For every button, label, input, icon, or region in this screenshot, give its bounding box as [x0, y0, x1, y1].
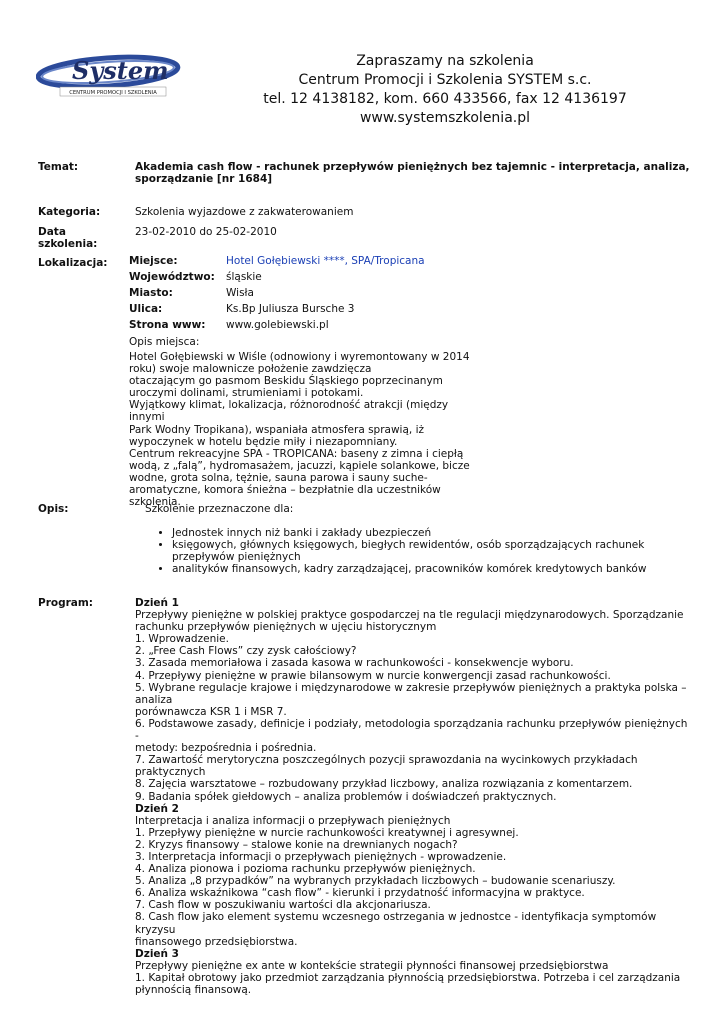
program-line: 5. Wybrane regulacje krajowe i międzynarodowe w zakresie przepływów pieniężnych a praktyka polska – analiza — [135, 681, 687, 706]
description-line: szkolenia. — [129, 496, 181, 509]
website-label: Strona www: — [129, 319, 206, 331]
program-line: 4. Analiza pionowa i pozioma rachunku przepływów pieniężnych. — [135, 863, 476, 876]
program-line: 7. Cash flow w poszukiwaniu wartości dla akcjonariusza. — [135, 899, 431, 912]
program-line: 7. Zawartość merytoryczna poszczególnych pozycji sprawozdania na wycinkowych przykładach praktycznych — [135, 754, 638, 779]
program-line: 8. Zajęcia warsztatowe – rozbudowany przykład liczbowy, analiza rozwiązania z komentarzem. — [135, 778, 633, 791]
program-line: 3. Zasada memoriałowa i zasada kasowa w rachunkowości - konsekwencje wyboru. — [135, 657, 574, 670]
program-line: 8. Cash flow jako element systemu wczesnego ostrzegania w jednostce - identyfikacja symptomów kryzysu — [135, 911, 657, 936]
website-value: www.golebiewski.pl — [226, 319, 329, 331]
venue-value[interactable]: Hotel Gołębiewski ****, SPA/Tropicana — [226, 255, 425, 267]
description-line: wodne, grota solna, tężnie, sauna parowa i sauny suche- — [129, 471, 428, 484]
logo-graphic — [36, 52, 186, 98]
logo-wordmark: System — [72, 56, 169, 85]
description-line: Hotel Gołębiewski w Wiśle (odnowiony i wyremontowany w 2014 — [129, 351, 470, 363]
city-label: Miasto: — [129, 287, 173, 299]
list-item: • księgowych, głównych księgowych, biegłych rewidentów, osób sporządzających rachunek przepływów pieniężnych — [172, 539, 702, 563]
header-website[interactable]: www.systemszkolenia.pl — [359, 110, 531, 126]
page-header — [195, 52, 695, 128]
description-line: Park Wodny Tropikana), wspaniała atmosfera sprawią, iż — [129, 423, 425, 436]
company-logo — [36, 52, 186, 98]
description-line: Wyjątkowy klimat, lokalizacja, różnorodność atrakcji (między innymi — [129, 399, 449, 424]
description-section-label: Opis: — [38, 503, 69, 515]
program-line: porównawcza KSR 1 i MSR 7. — [135, 705, 287, 718]
program-line: Przepływy pieniężne w polskiej praktyce gospodarczej na tle regulacji międzynarodowych. Sporządzanie — [135, 609, 684, 622]
date-value: 23-02-2010 do 25-02-2010 — [135, 226, 277, 238]
description-line: wodą, z „falą”, hydromasażem, jacuzzi, kąpiele solankowe, bicze — [129, 459, 470, 472]
program-line: Przepływy pieniężne ex ante w kontekście strategii płynności finansowej przedsiębiorstwa — [135, 959, 609, 972]
program-line: 3. Interpretacja informacji o przepływach pieniężnych - wprowadzenie. — [135, 850, 507, 863]
program-content — [135, 597, 690, 996]
list-item: • Jednostek innych niż banki i zakłady ubezpieczeń — [172, 527, 702, 539]
date-label-line1: Data — [38, 226, 66, 238]
program-line: 2. „Free Cash Flows” czy zysk całościowy? — [135, 645, 357, 658]
province-value: śląskie — [226, 271, 262, 283]
program-line: 1. Kapitał obrotowy jako przedmiot zarządzania płynnością przedsiębiorstwa. Potrzeba i cel zarządzania — [135, 971, 681, 984]
venue-description-label: Opis miejsca: — [129, 336, 200, 348]
program-line: finansowego przedsiębiorstwa. — [135, 935, 298, 948]
topic-value: Akademia cash flow - rachunek przepływów pieniężnych bez tajemnic - interpretacja, analiza, sporządzanie [nr 1684] — [135, 161, 690, 185]
program-line: 4. Przepływy pieniężne w prawie bilansowym w nurcie konwergencji zasad rachunkowości. — [135, 669, 611, 682]
description-line: roku) swoje malownicze położenie zawdzięcza — [129, 363, 372, 376]
program-line: 2. Kryzys finansowy – stalowe konie na drewnianych nogach? — [135, 838, 458, 851]
description-line: Centrum rekreacyjne SPA - TROPICANA: baseny z zimna i ciepłą — [129, 447, 464, 460]
topic-label: Temat: — [38, 161, 79, 173]
program-day-heading: Dzień 2 — [135, 802, 179, 815]
logo-tagline: CENTRUM PROMOCJI I SZKOLENIA — [69, 90, 157, 96]
street-value: Ks.Bp Juliusza Bursche 3 — [226, 303, 355, 315]
description-line: otaczającym go pasmom Beskidu Śląskiego poprzecinanym — [129, 375, 443, 388]
program-day-heading: Dzień 1 — [135, 597, 179, 609]
audience-intro: Szkolenie przeznaczone dla: — [145, 503, 294, 515]
category-label: Kategoria: — [38, 206, 101, 218]
description-line: wypoczynek w hotelu będzie miły i niezapomniany. — [129, 435, 398, 448]
program-line: 5. Analiza „8 przypadków” na wybranych przykładach liczbowych – budowanie scenariuszy. — [135, 875, 616, 888]
program-day-heading: Dzień 3 — [135, 947, 179, 960]
location-label: Lokalizacja: — [38, 257, 108, 269]
province-label: Województwo: — [129, 271, 215, 283]
category-value: Szkolenia wyjazdowe z zakwaterowaniem — [135, 206, 354, 218]
program-line: 1. Wprowadzenie. — [135, 633, 229, 646]
program-line: Interpretacja i analiza informacji o przepływach pieniężnych — [135, 814, 451, 827]
program-line: 6. Podstawowe zasady, definicje i podziały, metodologia sporządzania rachunku przepływów pieniężnych - — [135, 717, 688, 743]
venue-description — [129, 351, 474, 508]
venue-label: Miejsce: — [129, 255, 178, 267]
header-company: Centrum Promocji i Szkolenia SYSTEM s.c. — [298, 72, 592, 88]
program-line: metody: bezpośrednia i pośrednia. — [135, 742, 317, 755]
program-line: rachunku przepływów pieniężnych w ujęciu historycznym — [135, 621, 437, 634]
program-line: 6. Analiza wskaźnikowa “cash flow” - kierunki i przydatność informacyjna w praktyce. — [135, 887, 585, 900]
header-invite: Zapraszamy na szkolenia — [356, 53, 534, 69]
street-label: Ulica: — [129, 303, 163, 315]
city-value: Wisła — [226, 287, 254, 299]
audience-list — [160, 527, 702, 575]
program-line: 1. Przepływy pieniężne w nurcie rachunkowości kreatywnej i agresywnej. — [135, 826, 519, 839]
description-line: uroczymi dolinami, strumieniami i potokami. — [129, 387, 364, 400]
header-contact: tel. 12 4138182, kom. 660 433566, fax 12 4136197 — [263, 91, 627, 107]
program-label: Program: — [38, 597, 94, 609]
program-line: płynnością finansową. — [135, 984, 252, 996]
date-label-line2: szkolenia: — [38, 238, 98, 250]
program-line: 9. Badania spółek giełdowych – analiza problemów i doświadczeń praktycznych. — [135, 790, 557, 803]
description-line: aromatyczne, komora śnieżna – bezpłatnie dla uczestników — [129, 484, 441, 497]
list-item: • analityków finansowych, kadry zarządzającej, pracowników komórek kredytowych banków — [172, 563, 702, 575]
